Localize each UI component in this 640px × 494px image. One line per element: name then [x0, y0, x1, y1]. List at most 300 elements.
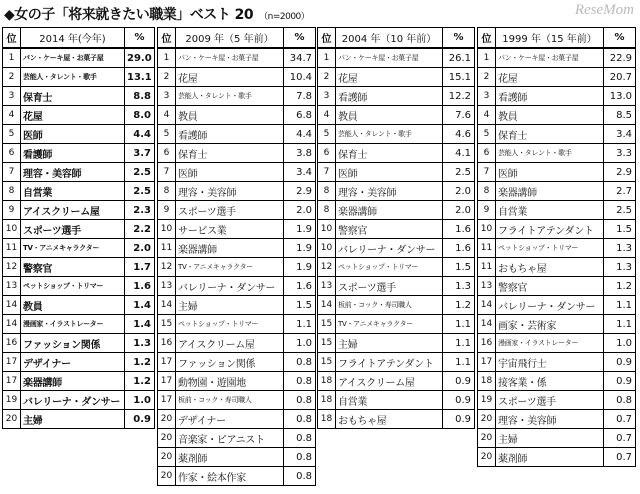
table-row	[3, 220, 155, 239]
occupation-cell: 板前・コック・寿司職人	[336, 296, 443, 315]
table-row	[3, 87, 155, 106]
occupation-cell: 作家・絵本作家	[176, 467, 284, 486]
percent-cell: 4.1	[443, 144, 475, 163]
occupation-cell: 教員	[21, 296, 125, 315]
occupation-cell: 教員	[176, 106, 284, 125]
rank-column-header: 位	[3, 28, 21, 49]
occupation-cell: 薬剤師	[176, 448, 284, 467]
rank-cell: 7	[3, 163, 21, 182]
sample-size: （n=2000）	[259, 12, 310, 22]
table-row	[478, 372, 636, 391]
percent-cell: 4.4	[125, 125, 155, 144]
table-row	[318, 201, 475, 220]
occupation-cell: 理容・美容師	[176, 182, 284, 201]
occupation-cell: スポーツ選手	[176, 201, 284, 220]
percent-cell: 0.9	[443, 372, 475, 391]
percent-cell: 0.9	[604, 353, 636, 372]
table-row	[158, 87, 316, 106]
rank-cell: 4	[478, 106, 496, 125]
occupation-cell: フライトアテンダント	[336, 353, 443, 372]
ranking-table-2004	[317, 27, 475, 429]
rank-cell: 5	[3, 125, 21, 144]
table-row	[158, 467, 316, 486]
table-row	[158, 163, 316, 182]
occupation-cell: パン・ケーキ屋・お菓子屋	[176, 48, 284, 68]
rank-cell: 17	[158, 353, 176, 372]
table-row	[158, 48, 316, 68]
table-row	[158, 410, 316, 429]
rank-cell: 14	[3, 296, 21, 315]
table-row	[318, 48, 475, 68]
occupation-cell: 芸能人・タレント・歌手	[496, 144, 604, 163]
occupation-cell: 主婦	[21, 410, 125, 429]
table-row	[478, 87, 636, 106]
rank-cell: 16	[478, 334, 496, 353]
table-row	[318, 163, 475, 182]
percent-cell: 1.3	[443, 277, 475, 296]
occupation-cell: ペットショップ・トリマー	[496, 239, 604, 258]
rank-cell: 17	[158, 391, 176, 410]
table-row	[3, 163, 155, 182]
table-row	[158, 429, 316, 448]
table-row	[478, 125, 636, 144]
occupation-cell: 保育士	[21, 87, 125, 106]
percent-cell: 2.9	[604, 163, 636, 182]
ranking-table-2014	[2, 27, 155, 429]
table-row	[3, 125, 155, 144]
table-row	[318, 334, 475, 353]
table-row	[158, 353, 316, 372]
rank-cell: 19	[3, 391, 21, 410]
occupation-cell: 楽器講師	[336, 201, 443, 220]
table-row	[318, 372, 475, 391]
percent-cell: 1.5	[284, 296, 316, 315]
rank-cell: 15	[318, 334, 336, 353]
occupation-cell: 薬剤師	[496, 448, 604, 467]
percent-cell: 8.0	[125, 106, 155, 125]
table-row	[158, 391, 316, 410]
table-header-row	[158, 28, 316, 49]
percent-cell: 1.1	[284, 315, 316, 334]
occupation-cell: 保育士	[336, 144, 443, 163]
table-row	[478, 106, 636, 125]
occupation-cell: ファッション関係	[21, 334, 125, 353]
rank-cell: 2	[478, 68, 496, 87]
rank-cell: 13	[158, 277, 176, 296]
occupation-cell: 看護師	[336, 87, 443, 106]
percent-cell: 7.8	[284, 87, 316, 106]
table-row	[478, 448, 636, 467]
occupation-cell: ペットショップ・トリマー	[336, 258, 443, 277]
occupation-cell: スポーツ選手	[336, 277, 443, 296]
percent-cell: 2.5	[125, 163, 155, 182]
occupation-cell: 主婦	[496, 429, 604, 448]
occupation-cell: 芸能人・タレント・歌手	[336, 125, 443, 144]
occupation-cell: ファッション関係	[176, 353, 284, 372]
rank-cell: 1	[3, 48, 21, 68]
rank-cell: 6	[3, 144, 21, 163]
occupation-cell: 花屋	[496, 68, 604, 87]
rank-cell: 19	[478, 391, 496, 410]
table-header-row	[3, 28, 155, 49]
rank-cell: 9	[478, 201, 496, 220]
percent-cell: 3.4	[284, 163, 316, 182]
occupation-cell: 楽器講師	[496, 182, 604, 201]
percent-cell: 3.7	[125, 144, 155, 163]
occupation-cell: 宇宙飛行士	[496, 353, 604, 372]
percent-cell: 2.0	[443, 182, 475, 201]
rank-cell: 12	[3, 258, 21, 277]
percent-cell: 1.6	[125, 277, 155, 296]
rank-cell: 10	[478, 220, 496, 239]
percent-cell: 13.1	[125, 68, 155, 87]
percent-cell: 12.2	[443, 87, 475, 106]
table-row	[478, 48, 636, 68]
table-row	[478, 220, 636, 239]
table-row	[478, 144, 636, 163]
table-row	[318, 258, 475, 277]
rank-cell: 5	[158, 125, 176, 144]
percent-cell: 1.2	[125, 372, 155, 391]
rank-cell: 17	[3, 353, 21, 372]
table-row	[318, 125, 475, 144]
occupation-cell: バレリーナ・ダンサー	[21, 391, 125, 410]
percent-cell: 0.9	[125, 410, 155, 429]
rank-cell: 5	[478, 125, 496, 144]
occupation-cell: パン・ケーキ屋・お菓子屋	[336, 48, 443, 68]
table-row	[3, 144, 155, 163]
rank-cell: 4	[3, 106, 21, 125]
occupation-cell: スポーツ選手	[496, 391, 604, 410]
rank-cell: 17	[158, 372, 176, 391]
rank-cell: 8	[3, 182, 21, 201]
occupation-cell: サービス業	[176, 220, 284, 239]
percent-cell: 0.8	[284, 429, 316, 448]
rank-cell: 17	[3, 372, 21, 391]
table-row	[158, 144, 316, 163]
rank-cell: 12	[158, 258, 176, 277]
rank-cell: 2	[318, 68, 336, 87]
percent-cell: 20.7	[604, 68, 636, 87]
table-row	[3, 201, 155, 220]
table-row	[478, 239, 636, 258]
occupation-cell: 自営業	[496, 201, 604, 220]
table-row	[318, 182, 475, 201]
percent-column-header: %	[604, 28, 636, 49]
occupation-cell: 主婦	[336, 334, 443, 353]
rank-cell: 20	[158, 429, 176, 448]
percent-cell: 8.8	[125, 87, 155, 106]
rank-cell: 7	[158, 163, 176, 182]
percent-cell: 0.7	[604, 429, 636, 448]
percent-cell: 0.7	[604, 448, 636, 467]
percent-cell: 1.1	[443, 334, 475, 353]
rank-cell: 18	[318, 410, 336, 429]
occupation-cell: アイスクリーム屋	[21, 201, 125, 220]
percent-cell: 1.3	[604, 239, 636, 258]
percent-cell: 2.5	[125, 182, 155, 201]
occupation-cell: ペットショップ・トリマー	[176, 315, 284, 334]
rank-cell: 20	[158, 410, 176, 429]
rank-column-header: 位	[478, 28, 496, 49]
percent-cell: 0.8	[604, 391, 636, 410]
percent-cell: 0.9	[443, 410, 475, 429]
occupation-cell: 楽器講師	[176, 239, 284, 258]
table-row	[318, 239, 475, 258]
rank-column-header: 位	[318, 28, 336, 49]
percent-cell: 0.7	[604, 410, 636, 429]
rank-cell: 14	[158, 296, 176, 315]
occupation-cell: 接客業・係	[496, 372, 604, 391]
percent-cell: 1.7	[125, 258, 155, 277]
occupation-cell: 看護師	[176, 125, 284, 144]
table-row	[158, 258, 316, 277]
occupation-cell: 芸能人・タレント・歌手	[176, 87, 284, 106]
occupation-cell: 警察官	[336, 220, 443, 239]
rank-cell: 13	[318, 277, 336, 296]
rank-cell: 18	[478, 372, 496, 391]
occupation-cell: 動物園・遊園地	[176, 372, 284, 391]
percent-column-header: %	[284, 28, 316, 49]
ranking-table-2009	[157, 27, 316, 486]
table-row	[318, 220, 475, 239]
percent-cell: 1.6	[284, 277, 316, 296]
occupation-cell: おもちゃ屋	[496, 258, 604, 277]
occupation-cell: 医師	[496, 163, 604, 182]
rank-cell: 6	[158, 144, 176, 163]
percent-cell: 34.7	[284, 48, 316, 68]
page-title	[4, 4, 309, 24]
percent-cell: 1.2	[125, 353, 155, 372]
table-row	[478, 410, 636, 429]
occupation-cell: 保育士	[496, 125, 604, 144]
occupation-cell: 花屋	[21, 106, 125, 125]
occupation-cell: バレリーナ・ダンサー	[336, 239, 443, 258]
percent-cell: 0.8	[284, 448, 316, 467]
percent-cell: 1.9	[284, 258, 316, 277]
percent-cell: 1.6	[443, 220, 475, 239]
table-row	[478, 182, 636, 201]
percent-cell: 1.2	[604, 277, 636, 296]
table-row	[318, 68, 475, 87]
percent-cell: 0.8	[284, 353, 316, 372]
year-column-header: 2009 年（5 年前）	[176, 28, 284, 49]
rank-cell: 2	[158, 68, 176, 87]
percent-cell: 2.0	[125, 239, 155, 258]
rank-cell: 14	[478, 315, 496, 334]
table-row	[478, 277, 636, 296]
table-row	[478, 201, 636, 220]
rank-cell: 8	[318, 201, 336, 220]
table-row	[3, 48, 155, 68]
occupation-cell: 警察官	[496, 277, 604, 296]
table-row	[158, 239, 316, 258]
ranking-table-1999	[477, 27, 636, 467]
rank-cell: 7	[478, 163, 496, 182]
rank-cell: 20	[478, 448, 496, 467]
occupation-cell: パン・ケーキ屋・お菓子屋	[21, 48, 125, 68]
rank-cell: 9	[158, 201, 176, 220]
table-row	[3, 410, 155, 429]
rank-cell: 3	[3, 87, 21, 106]
table-row	[3, 334, 155, 353]
occupation-cell: 主婦	[176, 296, 284, 315]
table-row	[3, 353, 155, 372]
rank-cell: 9	[3, 201, 21, 220]
table-row	[158, 334, 316, 353]
table-row	[3, 239, 155, 258]
occupation-cell: 漫画家・イラストレーター	[496, 334, 604, 353]
percent-cell: 1.4	[125, 315, 155, 334]
table-row	[478, 296, 636, 315]
rank-cell: 11	[478, 239, 496, 258]
occupation-cell: フライトアテンダント	[496, 220, 604, 239]
occupation-cell: 花屋	[336, 68, 443, 87]
table-row	[318, 410, 475, 429]
occupation-cell: 板前・コック・寿司職人	[176, 391, 284, 410]
percent-cell: 29.0	[125, 48, 155, 68]
year-column-header: 2004 年（10 年前）	[336, 28, 443, 49]
occupation-cell: ペットショップ・トリマー	[21, 277, 125, 296]
rank-cell: 4	[318, 106, 336, 125]
percent-cell: 1.0	[604, 334, 636, 353]
rank-cell: 20	[3, 410, 21, 429]
table-row	[158, 315, 316, 334]
occupation-cell: 教員	[496, 106, 604, 125]
table-row	[318, 277, 475, 296]
occupation-cell: おもちゃ屋	[336, 410, 443, 429]
table-row	[318, 391, 475, 410]
percent-cell: 2.3	[125, 201, 155, 220]
occupation-cell: デザイナー	[176, 410, 284, 429]
percent-cell: 0.8	[284, 391, 316, 410]
rank-cell: 3	[318, 87, 336, 106]
occupation-cell: TV・アニメキャラクター	[21, 239, 125, 258]
rank-cell: 20	[158, 467, 176, 486]
occupation-cell: 自営業	[21, 182, 125, 201]
percent-cell: 3.8	[284, 144, 316, 163]
table-row	[478, 163, 636, 182]
percent-cell: 7.6	[443, 106, 475, 125]
percent-cell: 1.1	[443, 353, 475, 372]
percent-cell: 0.8	[284, 410, 316, 429]
percent-cell: 0.9	[443, 391, 475, 410]
percent-cell: 26.1	[443, 48, 475, 68]
rank-cell: 20	[478, 429, 496, 448]
percent-cell: 1.1	[604, 315, 636, 334]
table-row	[158, 68, 316, 87]
percent-cell: 15.1	[443, 68, 475, 87]
occupation-cell: 保育士	[176, 144, 284, 163]
table-row	[478, 68, 636, 87]
percent-cell: 1.5	[443, 258, 475, 277]
year-column-header: 1999 年（15 年前）	[496, 28, 604, 49]
occupation-cell: バレリーナ・ダンサー	[176, 277, 284, 296]
occupation-cell: 看護師	[21, 144, 125, 163]
occupation-cell: パン・ケーキ屋・お菓子屋	[496, 48, 604, 68]
percent-cell: 1.9	[284, 220, 316, 239]
occupation-cell: 医師	[21, 125, 125, 144]
rank-cell: 8	[478, 182, 496, 201]
percent-cell: 1.1	[604, 296, 636, 315]
percent-cell: 1.0	[284, 334, 316, 353]
rank-cell: 20	[158, 448, 176, 467]
table-row	[318, 106, 475, 125]
table-row	[478, 391, 636, 410]
percent-column-header: %	[125, 28, 155, 49]
occupation-cell: バレリーナ・ダンサー	[496, 296, 604, 315]
percent-cell: 8.5	[604, 106, 636, 125]
table-row	[3, 372, 155, 391]
table-row	[158, 106, 316, 125]
percent-cell: 1.1	[443, 315, 475, 334]
rank-cell: 14	[3, 315, 21, 334]
occupation-cell: 画家・芸術家	[496, 315, 604, 334]
occupation-cell: 芸能人・タレント・歌手	[21, 68, 125, 87]
rank-cell: 14	[478, 296, 496, 315]
rank-column-header: 位	[158, 28, 176, 49]
table-row	[3, 106, 155, 125]
rank-cell: 1	[318, 48, 336, 68]
table-row	[3, 68, 155, 87]
year-column-header: 2014 年(今年)	[21, 28, 125, 49]
table-row	[3, 277, 155, 296]
occupation-cell: 音楽家・ピアニスト	[176, 429, 284, 448]
percent-cell: 3.4	[604, 125, 636, 144]
rank-cell: 4	[158, 106, 176, 125]
table-row	[158, 220, 316, 239]
table-row	[158, 182, 316, 201]
occupation-cell: アイスクリーム屋	[336, 372, 443, 391]
table-row	[3, 391, 155, 410]
rank-cell: 13	[3, 277, 21, 296]
percent-cell: 4.6	[443, 125, 475, 144]
table-row	[318, 296, 475, 315]
rank-cell: 15	[318, 353, 336, 372]
rank-cell: 18	[318, 391, 336, 410]
rank-cell: 16	[3, 334, 21, 353]
table-header-row	[318, 28, 475, 49]
rank-cell: 8	[158, 182, 176, 201]
rank-cell: 5	[318, 125, 336, 144]
table-row	[158, 372, 316, 391]
percent-cell: 1.3	[604, 258, 636, 277]
percent-cell: 6.8	[284, 106, 316, 125]
occupation-cell: 医師	[176, 163, 284, 182]
percent-cell: 10.4	[284, 68, 316, 87]
rank-cell: 15	[158, 315, 176, 334]
percent-cell: 4.4	[284, 125, 316, 144]
occupation-cell: TV・アニメキャラクター	[176, 258, 284, 277]
rank-cell: 6	[478, 144, 496, 163]
table-row	[318, 144, 475, 163]
percent-cell: 1.0	[125, 391, 155, 410]
percent-cell: 0.8	[284, 467, 316, 486]
percent-cell: 13.0	[604, 87, 636, 106]
rank-cell: 13	[478, 277, 496, 296]
table-row	[478, 258, 636, 277]
table-row	[318, 315, 475, 334]
percent-cell: 2.9	[284, 182, 316, 201]
occupation-cell: デザイナー	[21, 353, 125, 372]
percent-cell: 0.9	[604, 372, 636, 391]
percent-cell: 2.5	[443, 163, 475, 182]
rank-cell: 10	[158, 220, 176, 239]
table-row	[478, 315, 636, 334]
percent-cell: 2.5	[604, 201, 636, 220]
percent-cell: 1.9	[284, 239, 316, 258]
table-row	[3, 315, 155, 334]
